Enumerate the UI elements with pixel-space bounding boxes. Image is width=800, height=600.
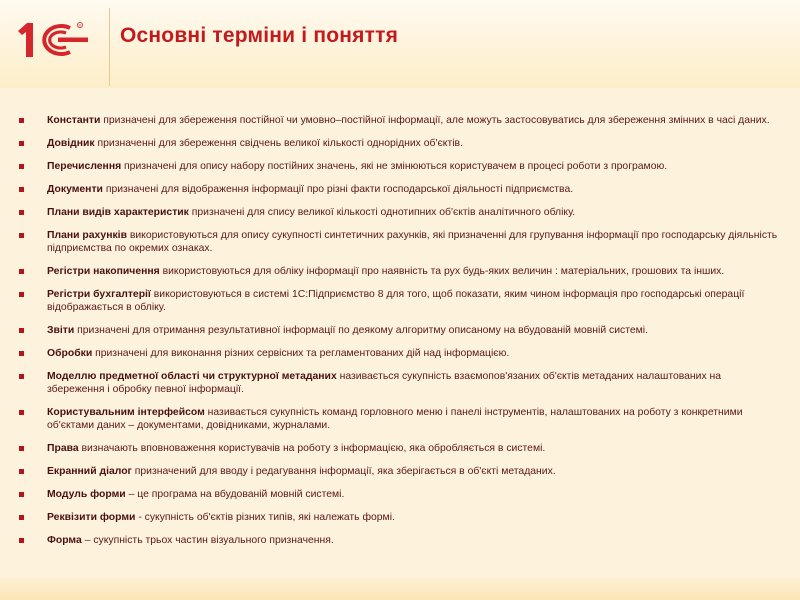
header — [0, 0, 800, 88]
term-definition: використовуються в системі 1С:Підприємство 8 для того, щоб показати, яким чином інформація про господарські операції відображається в обліку. — [47, 289, 745, 313]
term-definition: називається сукупність взаємопов'язаних об'єктів метаданих налаштованих на збереження і обробку певної інформації. — [47, 371, 722, 395]
term-name: Модуль форми — [47, 489, 126, 500]
term-name: Регістри накопичення — [47, 266, 160, 277]
term-name: Користувальним інтерфейсом — [47, 407, 205, 418]
term-name: Перечислення — [47, 161, 122, 172]
footer-band — [0, 578, 800, 600]
terms-list — [18, 114, 778, 557]
square-bullet-icon — [19, 269, 24, 274]
list-item — [18, 137, 778, 150]
term-name: Моделлю предметної області чи структурної метаданих — [47, 371, 337, 382]
list-item — [18, 511, 778, 524]
term-name: Права — [47, 443, 79, 454]
term-definition: визначають вповноваження користувачів на роботу з інформацією, яка обробляється в системі. — [78, 443, 546, 454]
main-content — [0, 88, 800, 578]
list-item — [18, 183, 778, 196]
list-item — [18, 370, 778, 396]
term-definition: – це програма на вбудованій мовній системі. — [125, 489, 345, 500]
term-name: Обробки — [47, 348, 93, 359]
square-bullet-icon — [19, 328, 24, 333]
square-bullet-icon — [19, 233, 24, 238]
term-name: Реквізити форми — [47, 512, 136, 523]
term-definition: призначені для опису набору постійних значень, які не змінюються користувачем в процесі роботи з програмою. — [121, 161, 668, 172]
header-divider — [109, 8, 110, 86]
term-definition: використовуються для опису сукупності синтетичних рахунків, які призначенні для групування інформації про господарську діяльність підприємства по окремих ознаках. — [47, 230, 778, 254]
square-bullet-icon — [19, 292, 24, 297]
list-item — [18, 488, 778, 501]
list-item — [18, 288, 778, 314]
term-definition: призначені для спису великої кількості однотипних об'єктів аналітичного обліку. — [188, 207, 576, 218]
square-bullet-icon — [19, 187, 24, 192]
term-name: Плани видів характеристик — [47, 207, 189, 218]
list-item — [18, 114, 778, 127]
square-bullet-icon — [19, 374, 24, 379]
term-definition: використовуються для обліку інформації про наявність та рух будь-яких величин : матеріальних, грошових та інших. — [159, 266, 725, 277]
term-definition: – сукупність трьох частин візуального призначення. — [81, 535, 334, 546]
list-item — [18, 465, 778, 478]
list-item — [18, 206, 778, 219]
term-name: Екранний діалог — [47, 466, 132, 477]
term-definition: називається сукупність команд горловного меню і панелі інструментів, налаштованих на роботу з конкретними об'єктами даних – документами, довідниками, журналами. — [47, 407, 743, 431]
svg-text:R: R — [78, 23, 82, 28]
list-item — [18, 160, 778, 173]
square-bullet-icon — [19, 351, 24, 356]
square-bullet-icon — [19, 515, 24, 520]
list-item — [18, 534, 778, 547]
term-name: Форма — [47, 535, 82, 546]
list-item — [18, 442, 778, 455]
term-name: Документи — [47, 184, 103, 195]
list-item — [18, 347, 778, 360]
square-bullet-icon — [19, 538, 24, 543]
1c-logo — [14, 20, 96, 60]
page-title: Основні терміни і поняття — [120, 24, 399, 47]
square-bullet-icon — [19, 164, 24, 169]
square-bullet-icon — [19, 210, 24, 215]
square-bullet-icon — [19, 118, 24, 123]
term-definition: - сукупність об'єктів різних типів, які належать формі. — [135, 512, 395, 523]
term-definition: призначені для виконання різних сервісних та регламентованих дій над інформацією. — [92, 348, 510, 359]
list-item — [18, 406, 778, 432]
square-bullet-icon — [19, 141, 24, 146]
square-bullet-icon — [19, 446, 24, 451]
term-definition: призначений для вводу і редагування інформації, яка зберігається в об'єкті метаданих. — [131, 466, 556, 477]
term-name: Константи — [47, 115, 101, 126]
term-name: Регістри бухгалтерії — [47, 289, 151, 300]
term-definition: призначені для отримання результативної інформації по деякому алгоритму описаному на вбудованій мовній системі. — [74, 325, 648, 336]
term-name: Плани рахунків — [47, 230, 127, 241]
term-name: Довідник — [47, 138, 95, 149]
square-bullet-icon — [19, 492, 24, 497]
list-item — [18, 265, 778, 278]
list-item — [18, 229, 778, 255]
square-bullet-icon — [19, 410, 24, 415]
term-definition: призначенні для збереження свідчень великої кількості однорідних об'єктів. — [94, 138, 463, 149]
term-definition: призначені для відображення інформації про різні факти господарської діяльності підприємства. — [102, 184, 574, 195]
square-bullet-icon — [19, 469, 24, 474]
list-item — [18, 324, 778, 337]
term-name: Звіти — [47, 325, 75, 336]
term-definition: призначені для збереження постійної чи умовно–постійної інформації, але можуть застосовуватись для збереження змінних в часі даних. — [100, 115, 770, 126]
